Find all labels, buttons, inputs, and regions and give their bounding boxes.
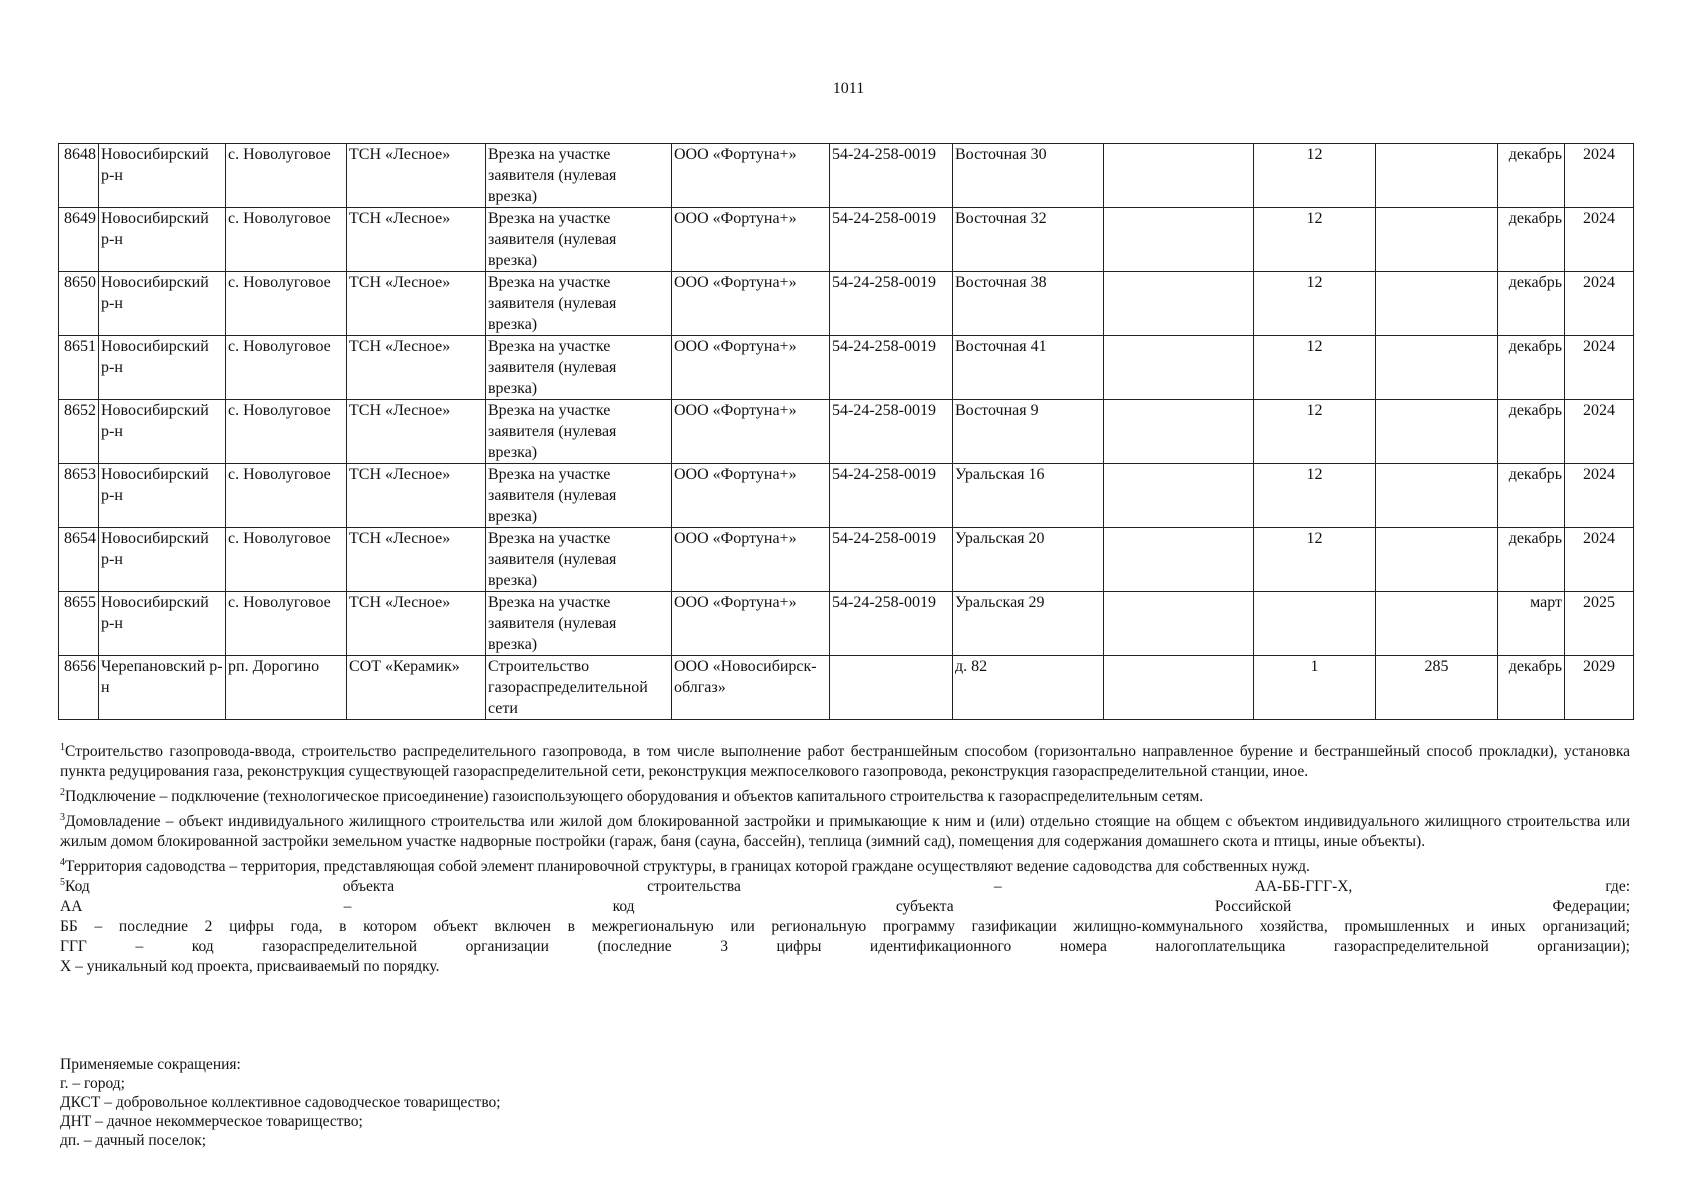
row-number: 8648: [59, 144, 99, 208]
year-cell: 2025: [1565, 592, 1634, 656]
connections-cell: [1104, 464, 1254, 528]
year-cell: 2024: [1565, 400, 1634, 464]
month-cell: декабрь: [1498, 144, 1565, 208]
address-cell: Уральская 20: [953, 528, 1104, 592]
month-cell: декабрь: [1498, 336, 1565, 400]
partnership-cell: ТСН «Лесное»: [347, 208, 486, 272]
year-cell: 2024: [1565, 208, 1634, 272]
month-cell: декабрь: [1498, 400, 1565, 464]
page-number: 1011: [832, 80, 865, 97]
object-code-cell: 54-24-258-0019: [830, 592, 953, 656]
abbreviations-title: Применяемые сокращения:: [60, 1056, 241, 1073]
table-body: [59, 144, 1634, 720]
abbreviations: [60, 1055, 501, 1150]
footnote-5: $^5$Код объекта строительства – АА-ББ-ГГГ-Х, где: АА – код субъекта Российской Федерации; ББ – последние 2 цифры года, в котором объект включен в межрегиональную или региональную программу газификации жилищно-коммунального хозяйства, промышленных и иных организаций; ГГГ – код газораспределительной организации (последние 3 цифры идентификационного номера налогоплательщика газораспределительной организации); Х – уникальный код проекта, присваиваемый по порядку.: [60, 877, 1630, 975]
settlement-cell: с. Новолуговое: [226, 400, 347, 464]
table-row: [59, 272, 1634, 336]
district-cell: Новосибирский р-н: [99, 400, 226, 464]
row-number: 8654: [59, 528, 99, 592]
month-cell: декабрь: [1498, 208, 1565, 272]
year-cell: 2024: [1565, 336, 1634, 400]
organization-cell: ООО «Новосибирск-облгаз»: [672, 656, 830, 720]
work-type-cell: Врезка на участке заявителя (нулевая врезка): [486, 528, 672, 592]
organization-cell: ООО «Фортуна+»: [672, 592, 830, 656]
row-number: 8655: [59, 592, 99, 656]
table-row: [59, 208, 1634, 272]
work-type-cell: Врезка на участке заявителя (нулевая врезка): [486, 272, 672, 336]
object-code-cell: [830, 656, 953, 720]
work-type-cell: Врезка на участке заявителя (нулевая врезка): [486, 592, 672, 656]
object-code-cell: 54-24-258-0019: [830, 464, 953, 528]
district-cell: Новосибирский р-н: [99, 464, 226, 528]
settlement-cell: с. Новолуговое: [226, 592, 347, 656]
settlement-cell: с. Новолуговое: [226, 528, 347, 592]
connections-cell: [1104, 400, 1254, 464]
length-cell: [1376, 208, 1498, 272]
district-cell: Новосибирский р-н: [99, 336, 226, 400]
connections-cell: [1104, 272, 1254, 336]
settlement-cell: с. Новолуговое: [226, 144, 347, 208]
settlement-cell: с. Новолуговое: [226, 208, 347, 272]
connections-cell: [1104, 336, 1254, 400]
work-type-cell: Врезка на участке заявителя (нулевая врезка): [486, 464, 672, 528]
partnership-cell: ТСН «Лесное»: [347, 400, 486, 464]
year-cell: 2024: [1565, 272, 1634, 336]
table-row: [59, 336, 1634, 400]
table-row: [59, 464, 1634, 528]
district-cell: Новосибирский р-н: [99, 528, 226, 592]
work-type-cell: Врезка на участке заявителя (нулевая врезка): [486, 208, 672, 272]
partnership-cell: СОТ «Керамик»: [347, 656, 486, 720]
month-cell: декабрь: [1498, 656, 1565, 720]
footnote-1: $^1$Строительство газопровода-ввода, строительство распределительного газопровода, в том числе выполнение работ бестраншейным способом (горизонтально направленное бурение и бестраншейный способ прокладки), установка пункта редуцирования газа, реконструкция существующей газораспределительной сети, реконструкция межпоселкового газопровода, реконструкция газораспределительной станции, иное.: [60, 742, 1630, 780]
connections-cell: [1104, 144, 1254, 208]
district-cell: Черепановский р-н: [99, 656, 226, 720]
organization-cell: ООО «Фортуна+»: [672, 464, 830, 528]
settlement-cell: с. Новолуговое: [226, 272, 347, 336]
partnership-cell: ТСН «Лесное»: [347, 144, 486, 208]
table-row: [59, 656, 1634, 720]
settlement-cell: с. Новолуговое: [226, 464, 347, 528]
address-cell: Восточная 41: [953, 336, 1104, 400]
connections-cell: [1104, 208, 1254, 272]
month-cell: декабрь: [1498, 528, 1565, 592]
households-cell: [1254, 592, 1376, 656]
table-row: [59, 400, 1634, 464]
organization-cell: ООО «Фортуна+»: [672, 528, 830, 592]
abbreviation-item: ДКСТ – добровольное коллективное садоводческое товарищество;: [60, 1094, 501, 1111]
organization-cell: ООО «Фортуна+»: [672, 144, 830, 208]
abbreviation-item: г. – город;: [60, 1075, 125, 1092]
year-cell: 2024: [1565, 144, 1634, 208]
organization-cell: ООО «Фортуна+»: [672, 336, 830, 400]
address-cell: Восточная 30: [953, 144, 1104, 208]
object-code-cell: 54-24-258-0019: [830, 400, 953, 464]
table-row: [59, 592, 1634, 656]
partnership-cell: ТСН «Лесное»: [347, 272, 486, 336]
district-cell: Новосибирский р-н: [99, 592, 226, 656]
organization-cell: ООО «Фортуна+»: [672, 400, 830, 464]
gasification-table: [58, 143, 1634, 720]
year-cell: 2024: [1565, 464, 1634, 528]
year-cell: 2029: [1565, 656, 1634, 720]
month-cell: декабрь: [1498, 272, 1565, 336]
object-code-cell: 54-24-258-0019: [830, 208, 953, 272]
length-cell: [1376, 144, 1498, 208]
households-cell: 12: [1254, 336, 1376, 400]
organization-cell: ООО «Фортуна+»: [672, 272, 830, 336]
year-cell: 2024: [1565, 528, 1634, 592]
households-cell: 12: [1254, 528, 1376, 592]
length-cell: [1376, 400, 1498, 464]
abbreviation-item: дп. – дачный поселок;: [60, 1132, 207, 1149]
row-number: 8656: [59, 656, 99, 720]
households-cell: 12: [1254, 208, 1376, 272]
footnote-2: $^2$Подключение – подключение (технологическое присоединение) газоиспользующего оборудования и объектов капитального строительства к газораспределительным сетям.: [60, 787, 1204, 805]
address-cell: д. 82: [953, 656, 1104, 720]
row-number: 8650: [59, 272, 99, 336]
footnote-4: $^4$Территория садоводства – территория, представляющая собой элемент планировочной структуры, в границах которой граждане осуществляют ведение садоводства для собственных нужд.: [60, 857, 1310, 875]
settlement-cell: с. Новолуговое: [226, 336, 347, 400]
row-number: 8653: [59, 464, 99, 528]
households-cell: 12: [1254, 144, 1376, 208]
settlement-cell: рп. Дорогино: [226, 656, 347, 720]
work-type-cell: Врезка на участке заявителя (нулевая врезка): [486, 336, 672, 400]
length-cell: [1376, 272, 1498, 336]
address-cell: Восточная 32: [953, 208, 1104, 272]
district-cell: Новосибирский р-н: [99, 272, 226, 336]
address-cell: Восточная 38: [953, 272, 1104, 336]
month-cell: декабрь: [1498, 464, 1565, 528]
partnership-cell: ТСН «Лесное»: [347, 592, 486, 656]
length-cell: [1376, 528, 1498, 592]
partnership-cell: ТСН «Лесное»: [347, 464, 486, 528]
length-cell: [1376, 336, 1498, 400]
organization-cell: ООО «Фортуна+»: [672, 208, 830, 272]
partnership-cell: ТСН «Лесное»: [347, 528, 486, 592]
connections-cell: [1104, 528, 1254, 592]
month-cell: март: [1498, 592, 1565, 656]
table-row: [59, 144, 1634, 208]
object-code-cell: 54-24-258-0019: [830, 336, 953, 400]
object-code-cell: 54-24-258-0019: [830, 528, 953, 592]
work-type-cell: Строительство газораспределительной сети: [486, 656, 672, 720]
district-cell: Новосибирский р-н: [99, 208, 226, 272]
address-cell: Восточная 9: [953, 400, 1104, 464]
object-code-cell: 54-24-258-0019: [830, 272, 953, 336]
footnotes: [60, 742, 1630, 977]
households-cell: 12: [1254, 400, 1376, 464]
households-cell: 12: [1254, 272, 1376, 336]
length-cell: [1376, 464, 1498, 528]
length-cell: 285: [1376, 656, 1498, 720]
abbreviation-item: ДНТ – дачное некоммерческое товарищество;: [60, 1113, 363, 1130]
row-number: 8652: [59, 400, 99, 464]
address-cell: Уральская 16: [953, 464, 1104, 528]
length-cell: [1376, 592, 1498, 656]
partnership-cell: ТСН «Лесное»: [347, 336, 486, 400]
object-code-cell: 54-24-258-0019: [830, 144, 953, 208]
district-cell: Новосибирский р-н: [99, 144, 226, 208]
work-type-cell: Врезка на участке заявителя (нулевая врезка): [486, 400, 672, 464]
table-row: [59, 528, 1634, 592]
connections-cell: [1104, 656, 1254, 720]
row-number: 8649: [59, 208, 99, 272]
households-cell: 1: [1254, 656, 1376, 720]
households-cell: 12: [1254, 464, 1376, 528]
connections-cell: [1104, 592, 1254, 656]
footnote-3: $^3$Домовладение – объект индивидуального жилищного строительства или жилой дом блокированной застройки и примыкающие к ним и (или) отдельно стоящие на общем с объектом индивидуального жилищного строительства или жилым домом блокированной застройки земельном участке надворные постройки (гараж, баня (сауна, бассейн), теплица (зимний сад), помещения для содержания домашнего скота и птицы, иные объекты).: [60, 812, 1630, 850]
work-type-cell: Врезка на участке заявителя (нулевая врезка): [486, 144, 672, 208]
address-cell: Уральская 29: [953, 592, 1104, 656]
row-number: 8651: [59, 336, 99, 400]
